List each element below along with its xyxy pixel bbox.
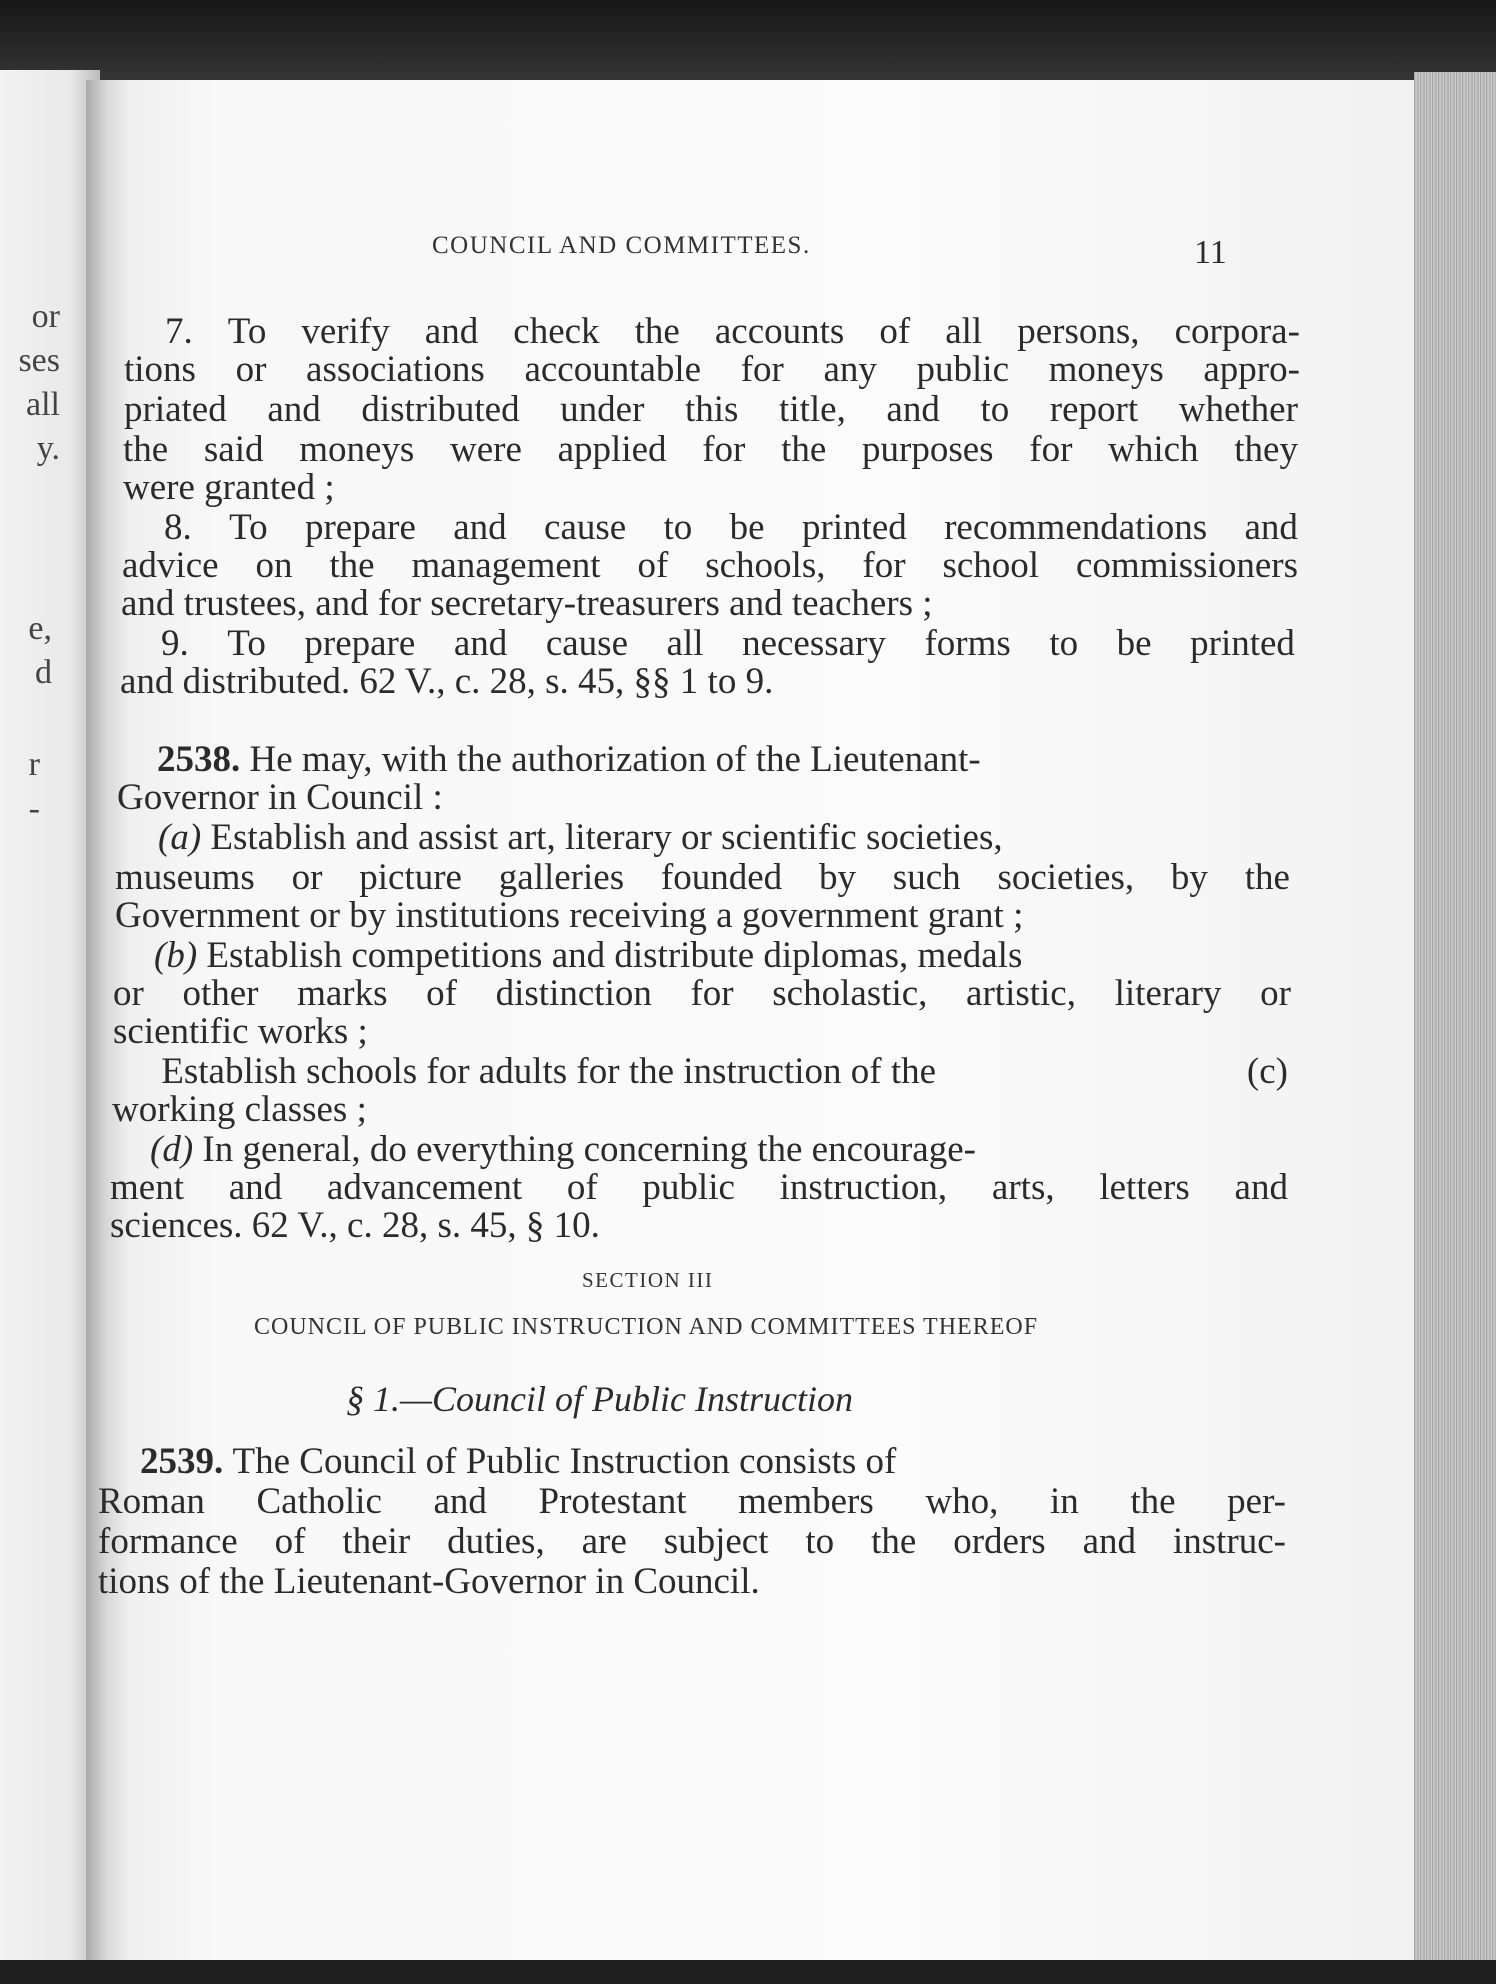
word: of: [426, 973, 457, 1014]
word: under: [560, 389, 645, 430]
scan-bottom-border: [0, 1960, 1496, 1984]
word: associations: [306, 349, 485, 390]
word: of: [637, 545, 669, 586]
word: schools,: [705, 545, 826, 586]
word: who,: [925, 1481, 999, 1522]
page-edges: [1414, 72, 1496, 1967]
running-head: COUNCIL AND COMMITTEES.: [432, 232, 811, 259]
text-line: [112, 1090, 367, 1130]
word: to: [663, 507, 693, 548]
word: and: [453, 623, 508, 664]
text-line: [113, 1012, 368, 1052]
text-line: [164, 508, 1298, 548]
word: persons,: [1017, 311, 1140, 352]
word: arts,: [991, 1167, 1055, 1208]
word: school: [942, 545, 1040, 586]
word: verify: [301, 311, 390, 352]
text-line-content: The Council of Public Instruction consists of: [232, 1441, 897, 1482]
clause-letter: (b): [154, 935, 198, 976]
text-line: [123, 468, 335, 508]
word: priated: [124, 389, 227, 430]
text-line: [113, 974, 1291, 1014]
text-line-content: working classes ;: [112, 1089, 367, 1130]
word: ment: [110, 1167, 184, 1208]
word: distinction: [495, 973, 652, 1014]
word: marks: [297, 973, 388, 1014]
word: of: [274, 1521, 306, 1562]
word: they: [1234, 429, 1298, 470]
word: the: [1244, 857, 1290, 898]
text-line: [124, 350, 1300, 390]
word: formance: [98, 1521, 238, 1562]
word: (c): [1246, 1051, 1288, 1092]
left-page-fragment: ses: [18, 342, 60, 379]
word: the: [781, 429, 827, 470]
word: picture: [359, 857, 462, 898]
word: printed: [801, 507, 907, 548]
subsection-title: § 1.—Council of Public Instruction: [346, 1379, 853, 1419]
text-line-content: Establish schools for adults for the instruction of the: [161, 1051, 937, 1092]
word: for: [1029, 429, 1073, 470]
left-page-fragment: all: [26, 386, 60, 423]
word: and: [453, 507, 507, 548]
word: and: [886, 389, 940, 430]
word: artistic,: [966, 973, 1076, 1014]
clause-d-first-line: [150, 1130, 976, 1170]
text-line-content: Establish competitions and distribute diplomas, medals: [206, 935, 1023, 976]
text-line: [110, 1206, 600, 1246]
word: literary: [1114, 973, 1222, 1014]
text-line-content: scientific works ;: [113, 1011, 368, 1052]
word: the: [634, 311, 680, 352]
word: accountable: [524, 349, 702, 390]
text-line-content: were granted ;: [123, 467, 335, 508]
section-title: COUNCIL OF PUBLIC INSTRUCTION AND COMMITTEES THEREOF: [254, 1314, 1039, 1340]
word: prepare: [304, 623, 416, 664]
word: per-: [1227, 1481, 1286, 1522]
word: any: [823, 349, 877, 390]
word: and: [424, 311, 479, 352]
word: tions: [124, 349, 196, 390]
word: public: [916, 349, 1010, 390]
text-line: [122, 546, 1298, 586]
word: of: [566, 1167, 598, 1208]
text-line: [98, 1562, 760, 1602]
word: on: [255, 545, 293, 586]
word: of: [879, 311, 911, 352]
left-page-fragment: d: [35, 654, 52, 691]
article-2538-first-line: [157, 740, 981, 780]
left-page-fragment: r: [28, 746, 40, 783]
text-line-content: Government or by institutions receiving a government grant ;: [115, 895, 1024, 936]
word: be: [729, 507, 765, 548]
clause-a-first-line: [158, 818, 1003, 858]
scan-top-border: [0, 0, 1496, 92]
word: forms: [924, 623, 1011, 664]
word: were: [450, 429, 522, 470]
word: and: [1234, 1167, 1288, 1208]
word: their: [342, 1521, 411, 1562]
section-label: SECTION III: [582, 1268, 714, 1292]
word: the: [329, 545, 375, 586]
clause-c-first-line: [152, 1052, 1288, 1092]
word: or: [291, 857, 323, 898]
word: 9.: [161, 623, 189, 664]
word: and: [433, 1481, 487, 1522]
word: subject: [663, 1521, 769, 1562]
word: or: [1260, 973, 1291, 1014]
text-line: [161, 624, 1295, 664]
text-line: [117, 778, 443, 818]
word: appro-: [1203, 349, 1300, 390]
word: for: [862, 545, 906, 586]
left-page-fragment: y.: [36, 430, 60, 467]
text-line-content: Establish and assist art, literary or scientific societies,: [210, 817, 1003, 858]
word: to: [980, 389, 1010, 430]
word: for: [690, 973, 734, 1014]
word: this: [685, 389, 739, 430]
clause-b-first-line: [154, 936, 1022, 976]
word: societies,: [997, 857, 1135, 898]
word: such: [892, 857, 961, 898]
word: accounts: [714, 311, 845, 352]
word: check: [513, 311, 600, 352]
text-line: [121, 584, 933, 624]
word: by: [818, 857, 856, 898]
left-page-fragment: or: [31, 298, 60, 335]
word: distributed: [361, 389, 520, 430]
word: public: [642, 1167, 735, 1208]
left-page-fragment: e,: [28, 610, 52, 647]
word: other: [182, 973, 259, 1014]
word: the: [123, 429, 169, 470]
clause-text: [152, 1052, 936, 1092]
word: commissioners: [1076, 545, 1298, 586]
word: the: [871, 1521, 917, 1562]
clause-letter: (a): [158, 817, 202, 858]
word: founded: [660, 857, 783, 898]
page-number: 11: [1194, 234, 1227, 271]
text-line: [115, 896, 1023, 936]
word: instruc-: [1172, 1521, 1286, 1562]
word: To: [227, 311, 267, 352]
text-line-content: He may, with the authorization of the Lieutenant-: [249, 739, 981, 780]
word: museums: [115, 857, 255, 898]
word: and: [1082, 1521, 1137, 1562]
word: Catholic: [256, 1481, 382, 1522]
word: orders: [953, 1521, 1046, 1562]
word: members: [738, 1481, 874, 1522]
word: whether: [1178, 389, 1298, 430]
word: applied: [557, 429, 667, 470]
text-line-content: tions of the Lieutenant-Governor in Council.: [98, 1561, 760, 1602]
word: advice: [122, 545, 219, 586]
clause-letter: (d): [150, 1129, 194, 1170]
word: moneys: [299, 429, 415, 470]
text-line-content: and distributed. 62 V., c. 28, s. 45, §§ 1 to 9.: [120, 661, 774, 702]
word: instruction,: [779, 1167, 948, 1208]
word: title,: [779, 389, 846, 430]
word: to: [805, 1521, 835, 1562]
word: or: [113, 973, 144, 1014]
word: all: [666, 623, 704, 664]
text-line: [110, 1168, 1288, 1208]
word: prepare: [304, 507, 416, 548]
word: all: [945, 311, 983, 352]
word: the: [1130, 1481, 1176, 1522]
left-page-fragment: -: [28, 790, 40, 827]
article-number: 2538.: [157, 739, 241, 780]
word: and: [228, 1167, 283, 1208]
word: To: [227, 623, 266, 664]
word: moneys: [1048, 349, 1164, 390]
word: and: [1244, 507, 1298, 548]
word: in: [1049, 1481, 1079, 1522]
text-line: [123, 430, 1298, 470]
word: 7.: [165, 311, 193, 352]
word: for: [740, 349, 784, 390]
word: to: [1049, 623, 1079, 664]
text-line: [120, 662, 773, 702]
word: advancement: [326, 1167, 523, 1208]
text-line-content: In general, do everything concerning the encourage-: [202, 1129, 976, 1170]
word: report: [1049, 389, 1139, 430]
article-number: 2539.: [140, 1441, 224, 1482]
word: or: [235, 349, 267, 390]
word: cause: [544, 507, 627, 548]
text-line: [165, 312, 1300, 352]
text-line-content: sciences. 62 V., c. 28, s. 45, § 10.: [110, 1205, 600, 1246]
text-line: [124, 390, 1298, 430]
text-line: [98, 1482, 1286, 1522]
word: be: [1116, 623, 1152, 664]
text-line-content: and trustees, and for secretary-treasurers and teachers ;: [121, 583, 933, 624]
word: To: [229, 507, 268, 548]
article-2539-first-line: [140, 1442, 896, 1482]
word: management: [411, 545, 601, 586]
word: galleries: [498, 857, 625, 898]
word: are: [581, 1521, 627, 1562]
word: said: [203, 429, 264, 470]
word: necessary: [742, 623, 886, 664]
word: purposes: [862, 429, 994, 470]
word: and: [267, 389, 321, 430]
word: recommendations: [944, 507, 1208, 548]
word: printed: [1190, 623, 1295, 664]
word: duties,: [447, 1521, 545, 1562]
word: letters: [1099, 1167, 1190, 1208]
word: 8.: [164, 507, 192, 548]
text-line: [115, 858, 1290, 898]
word: Roman: [98, 1481, 205, 1522]
word: scholastic,: [772, 973, 928, 1014]
word: cause: [545, 623, 628, 664]
word: for: [702, 429, 746, 470]
word: Protestant: [538, 1481, 687, 1522]
text-line-content: Governor in Council :: [117, 777, 443, 818]
word: by: [1170, 857, 1208, 898]
word: which: [1108, 429, 1199, 470]
word: corpora-: [1174, 311, 1300, 352]
text-line: [98, 1522, 1286, 1562]
